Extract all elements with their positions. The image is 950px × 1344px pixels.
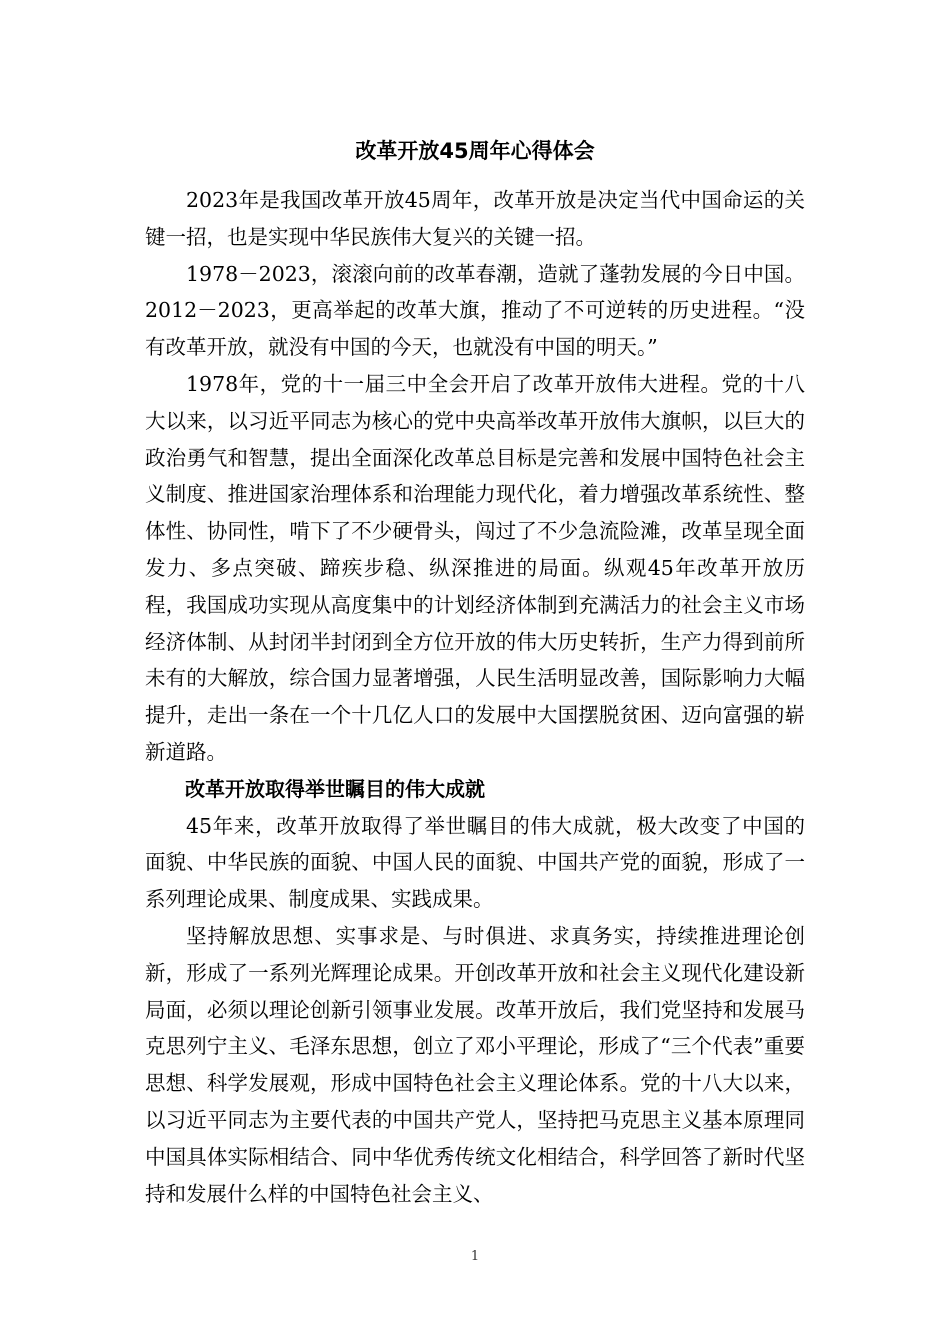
document-body: [145, 182, 805, 1212]
page-number: 1: [470, 1249, 480, 1264]
document-title: 改革开放45周年心得体会: [355, 139, 595, 163]
paragraph: 45年来，改革开放取得了举世瞩目的伟大成就，极大改变了中国的面貌、中华民族的面貌、中国人民的面貌、中国共产党的面貌，形成了一系列理论成果、制度成果、实践成果。: [145, 813, 805, 912]
section-heading: 改革开放取得举世瞩目的伟大成就: [185, 776, 485, 801]
paragraph: 坚持解放思想、实事求是、与时俱进、求真务实，持续推进理论创新，形成了一系列光辉理论成果。开创改革开放和社会主义现代化建设新局面，必须以理论创新引领事业发展。改革开放后，我们党坚持和发展马克思列宁主义、毛泽东思想，创立了邓小平理论，形成了“三个代表”重要思想、科学发展观，形成中国特色社会主义理论体系。党的十八大以来，以习近平同志为主要代表的中国共产党人，坚持把马克思主义基本原理同中国具体实际相结合、同中华优秀传统文化相结合，科学回答了新时代坚持和发展什么样的中国特色社会主义、: [145, 923, 805, 1206]
paragraph: 2023年是我国改革开放45周年，改革开放是决定当代中国命运的关键一招，也是实现中华民族伟大复兴的关键一招。: [145, 188, 805, 249]
paragraph: 1978－2023，滚滚向前的改革春潮，造就了蓬勃发展的今日中国。2012－2023，更高举起的改革大旗，推动了不可逆转的历史进程。“没有改革开放，就没有中国的今天，也就没有中国的明天。”: [145, 261, 805, 360]
paragraph: 1978年，党的十一届三中全会开启了改革开放伟大进程。党的十八大以来，以习近平同志为核心的党中央高举改革开放伟大旗帜，以巨大的政治勇气和智慧，提出全面深化改革总目标是完善和发展中国特色社会主义制度、推进国家治理体系和治理能力现代化，着力增强改革系统性、整体性、协同性，啃下了不少硬骨头，闯过了不少急流险滩，改革呈现全面发力、多点突破、蹄疾步稳、纵深推进的局面。纵观45年改革开放历程，我国成功实现从高度集中的计划经济体制到充满活力的社会主义市场经济体制、从封闭半封闭到全方位开放的伟大历史转折，生产力得到前所未有的大解放，综合国力显著增强，人民生活明显改善，国际影响力大幅提升，走出一条在一个十几亿人口的发展中大国摆脱贫困、迈向富强的崭新道路。: [145, 371, 805, 764]
